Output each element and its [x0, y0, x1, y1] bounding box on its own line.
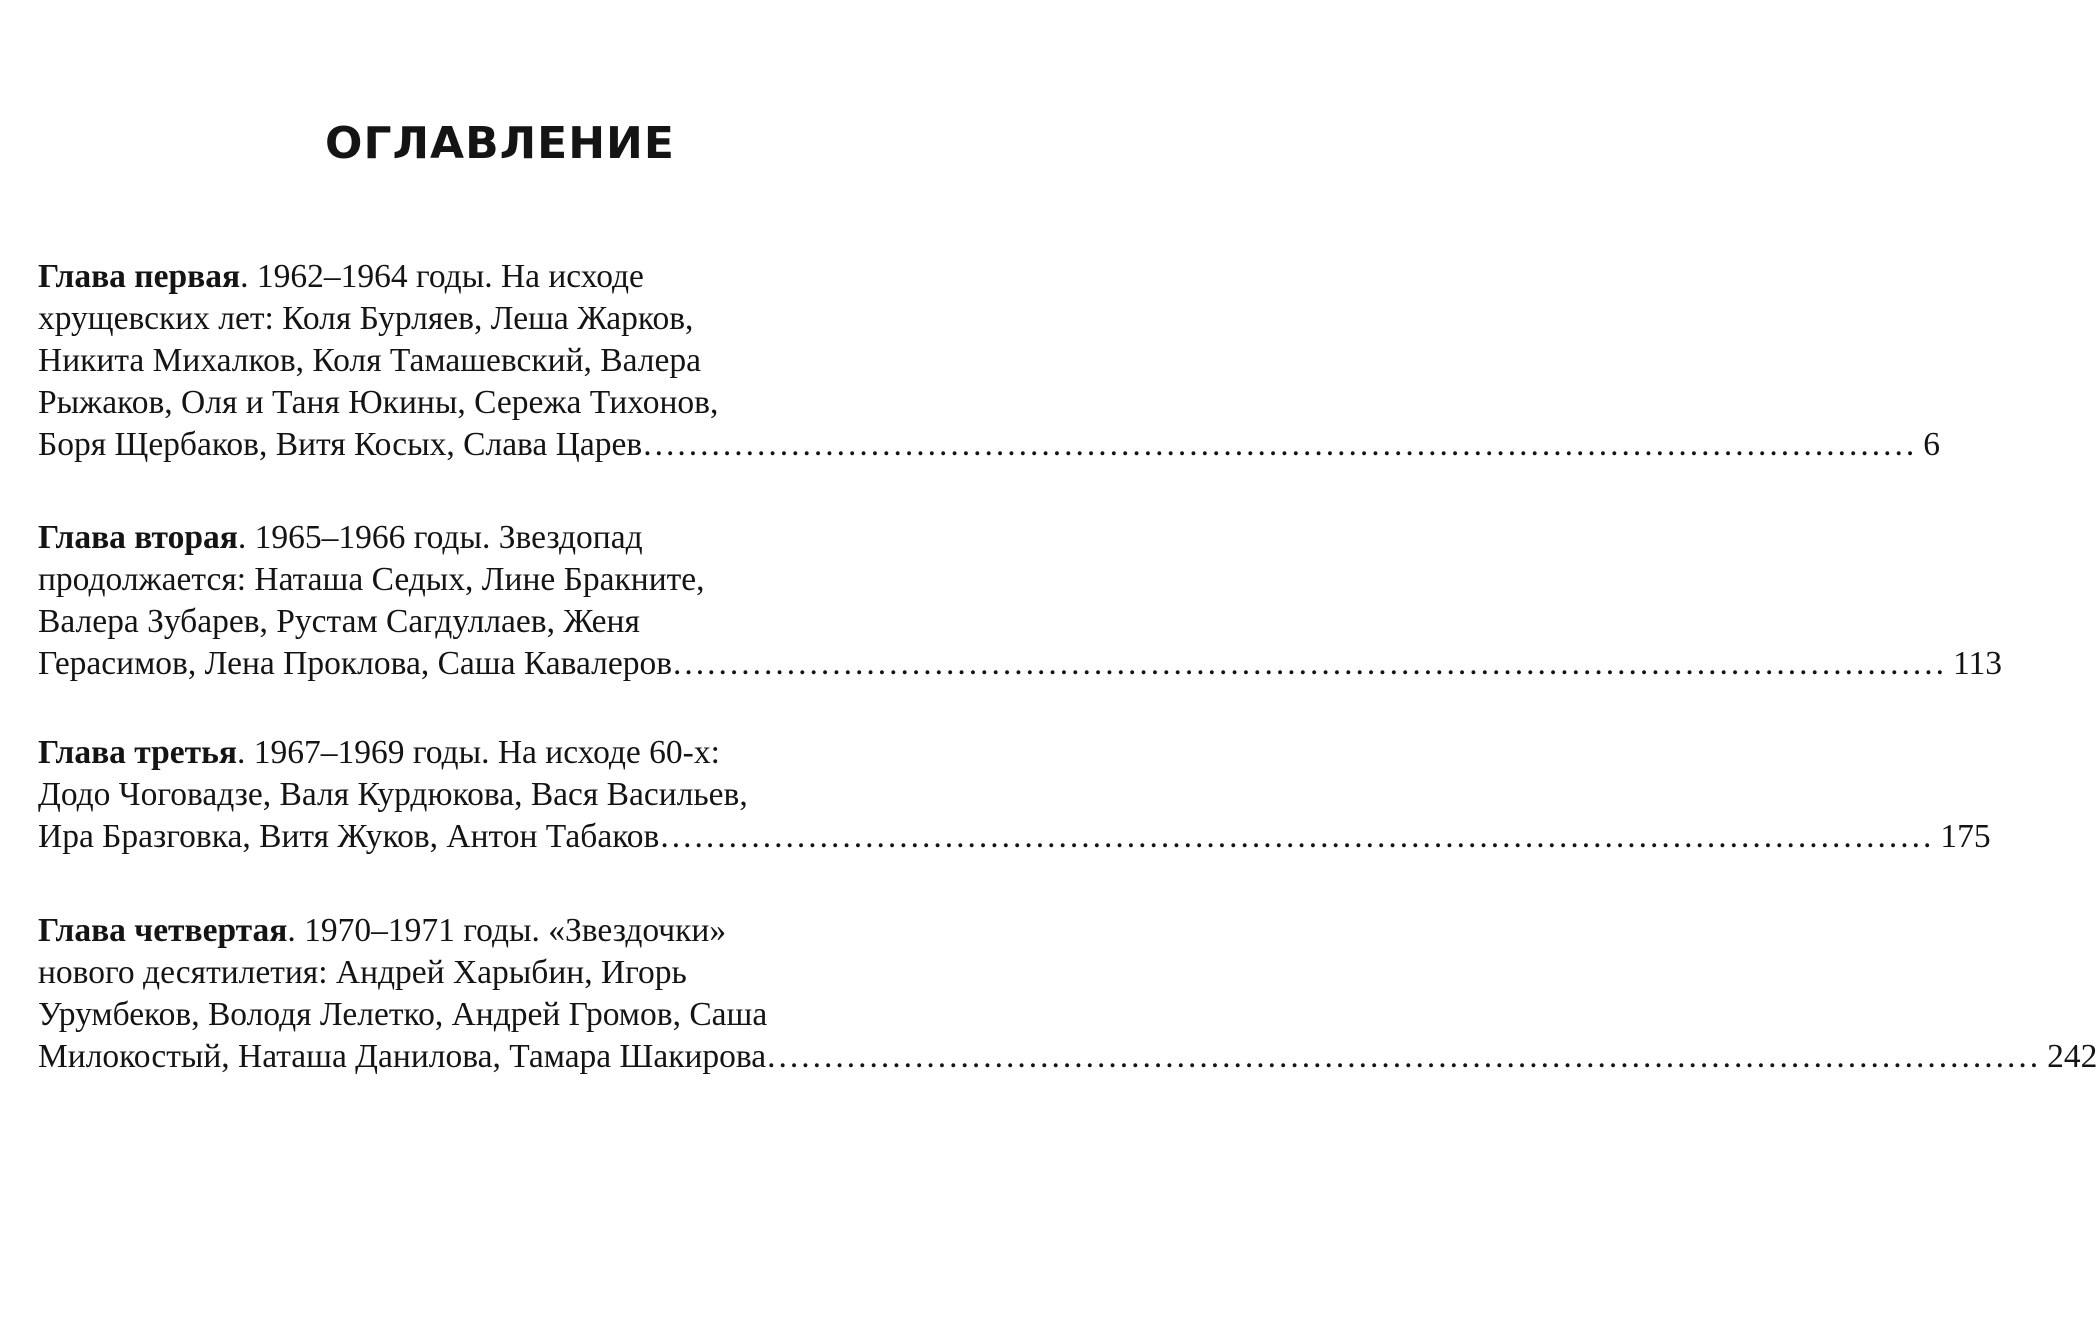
- chapter-label: Глава четвертая: [38, 912, 288, 949]
- entry-first-line: [38, 732, 964, 774]
- entry-line: Никита Михалков, Коля Тамашевский, Валера: [38, 342, 701, 379]
- entry-line: Валера Зубарев, Рустам Сагдуллаев, Женя: [38, 603, 640, 640]
- chapter-label: Глава вторая: [38, 519, 238, 556]
- entry-line: хрущевских лет: Коля Бурляев, Леша Жарков,: [38, 300, 694, 337]
- entry-last-line: [38, 816, 1991, 858]
- entry-first-line: [38, 256, 964, 298]
- chapter-heading-text: . 1965–1966 годы. Звездопад: [237, 519, 643, 556]
- chapter-heading-text: . 1970–1971 годы. «Звездочки»: [287, 912, 727, 949]
- page-number[interactable]: 6: [1923, 426, 1940, 463]
- dot-leader: ................................................................................................................: [643, 426, 1918, 463]
- chapter-label: Глава первая: [38, 258, 241, 295]
- page-number[interactable]: 113: [1953, 645, 2003, 682]
- chapter-label: Глава третья: [38, 734, 237, 771]
- entry-line: Урумбеков, Володя Лелетко, Андрей Громов, Саша: [38, 996, 768, 1033]
- dot-leader: ................................................................................................................: [673, 645, 1948, 682]
- entry-line: Додо Чоговадзе, Валя Курдюкова, Вася Васильев,: [38, 776, 748, 813]
- entry-line: Рыжаков, Оля и Таня Юкины, Сережа Тихонов,: [38, 384, 719, 421]
- toc-entry[interactable]: [38, 732, 1991, 858]
- entry-line: Боря Щербаков, Витя Косых, Слава Царев: [38, 426, 643, 463]
- entry-last-line: [38, 643, 2003, 685]
- entry-line: Милокостый, Наташа Данилова, Тамара Шакирова: [38, 1038, 767, 1075]
- page-number[interactable]: 175: [1940, 818, 1991, 855]
- chapter-heading-text: . 1967–1969 годы. На исходе 60-х:: [236, 734, 720, 771]
- entry-line: продолжается: Наташа Седых, Лине Бракните,: [38, 561, 705, 598]
- toc-entry[interactable]: [38, 256, 1940, 466]
- page-title: ОГЛАВЛЕНИЕ: [325, 118, 675, 169]
- chapter-heading-text: . 1962–1964 годы. На исходе: [240, 258, 644, 295]
- toc-entry[interactable]: [38, 910, 2097, 1078]
- entry-line: нового десятилетия: Андрей Харыбин, Игорь: [38, 954, 687, 991]
- page-number[interactable]: 242: [2047, 1038, 2097, 1075]
- dot-leader: ................................................................................................................: [767, 1038, 2042, 1075]
- entry-line: Ира Бразговка, Витя Жуков, Антон Табаков: [38, 818, 660, 855]
- entry-first-line: [38, 517, 964, 559]
- toc-entry[interactable]: [38, 517, 2003, 685]
- entry-first-line: [38, 910, 964, 952]
- entry-last-line: [38, 1036, 2097, 1078]
- entry-last-line: [38, 424, 1940, 466]
- dot-leader: ................................................................................................................: [660, 818, 1935, 855]
- entry-line: Герасимов, Лена Проклова, Саша Кавалеров: [38, 645, 673, 682]
